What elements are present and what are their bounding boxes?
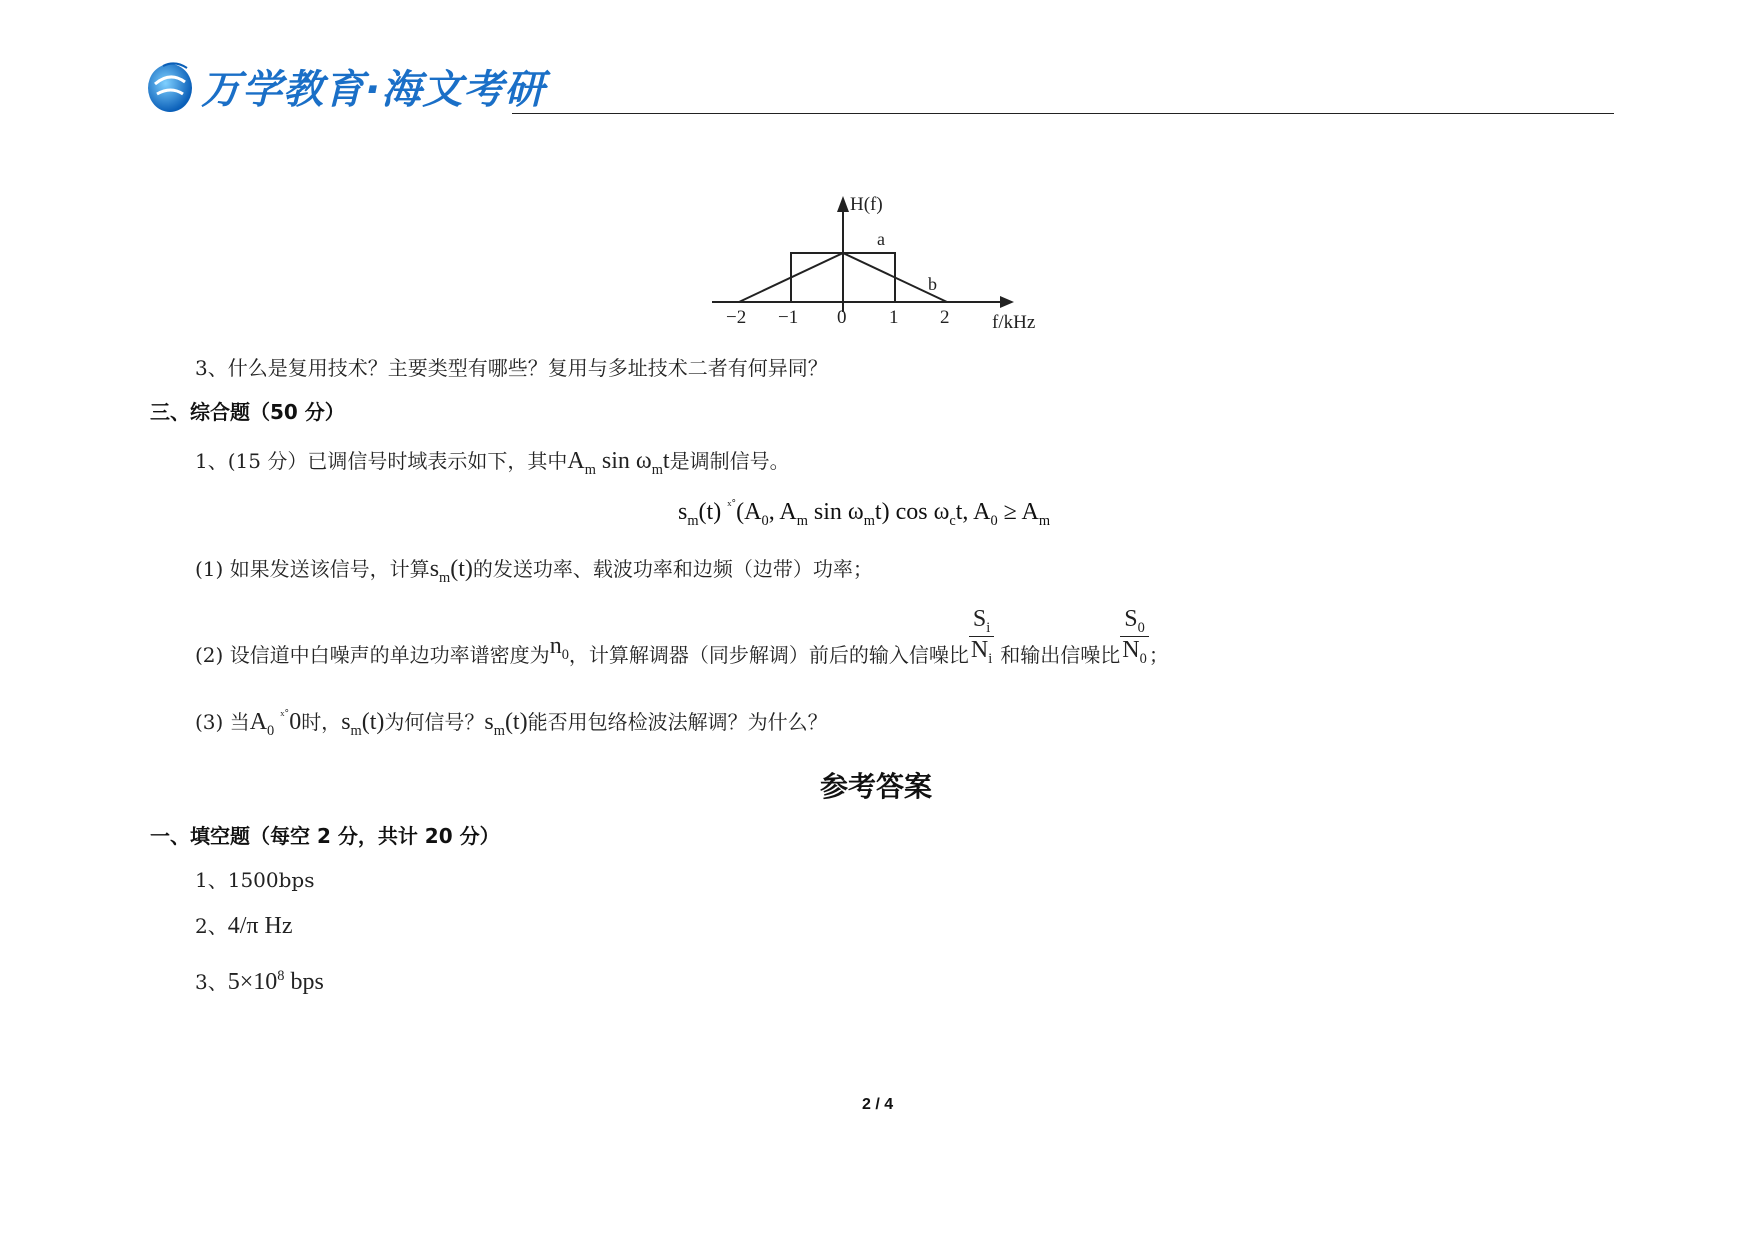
- curve-b-label: b: [928, 274, 937, 294]
- x-axis-label: f/kHz: [992, 312, 1036, 330]
- tick-label: 0: [837, 307, 847, 328]
- output-snr-fraction: $\frac{S_0}{N_0}$: [1120, 606, 1149, 668]
- y-axis-arrow-icon: [837, 196, 849, 212]
- tick-label: 2: [940, 307, 950, 328]
- input-snr-fraction: $\frac{S_i}{N_i}$: [969, 606, 994, 668]
- answers-section-1-title: 一、填空题（每空 2 分，共计 20 分）: [150, 824, 500, 848]
- y-axis-label: H(f): [850, 194, 883, 215]
- answer-2: 2、4/π Hz: [195, 913, 293, 939]
- sub-question-1: (1) 如果发送该信号，计算$s_m(t)$的发送功率、载波功率和边频（边带）功率；: [195, 556, 873, 586]
- answers-title: 参考答案: [820, 770, 933, 803]
- header-rule: [512, 113, 1614, 114]
- tick-label: 1: [889, 307, 899, 328]
- modulated-signal-formula: $s_m(t)$ $^{ˣ˚}(A_0$, $A_m$ $\sin \omega_mt$) $\cos \omega_ct$, $A_0 \ge A_m$: [678, 498, 1051, 529]
- brand-logo: [145, 56, 545, 116]
- answer-3: 3、$5\times 10^8$ bps: [195, 968, 324, 995]
- globe-logo-icon: [145, 56, 195, 116]
- page-number: 2 / 4: [862, 1096, 894, 1113]
- tick-label: −2: [726, 307, 747, 328]
- section-3-title: 三、综合题（50 分）: [150, 400, 345, 424]
- question-3: 3、什么是复用技术？主要类型有哪些？复用与多址技术二者有何异同？: [195, 356, 828, 380]
- sub-question-3: (3) 当$A_0$ $^{ˣ˚}$0时，$s_m(t)$为何信号？$s_m(t)$能否用包络检波法解调？为什么？: [195, 708, 828, 739]
- problem-1-intro: 1、(15 分）已调信号时域表示如下，其中$A_m$ $\sin \omega_mt$是调制信号。: [195, 448, 790, 478]
- curve-a-label: a: [877, 229, 885, 249]
- answer-1: 1、1500bps: [195, 868, 315, 892]
- x-axis-arrow-icon: [1000, 296, 1014, 308]
- sub-question-2: (2) 设信道中白噪声的单边功率谱密度为 $n_0$ ，计算解调器（同步解调）前后的输入信噪比 $\frac{S_i}{N_i}$ 和输出信噪比 $\frac{S_0}{N_0}$ ；: [195, 605, 1169, 667]
- tick-label: −1: [778, 307, 799, 328]
- frequency-response-figure: [700, 190, 1060, 330]
- logo-text: 万学教育·海文考研: [201, 66, 546, 113]
